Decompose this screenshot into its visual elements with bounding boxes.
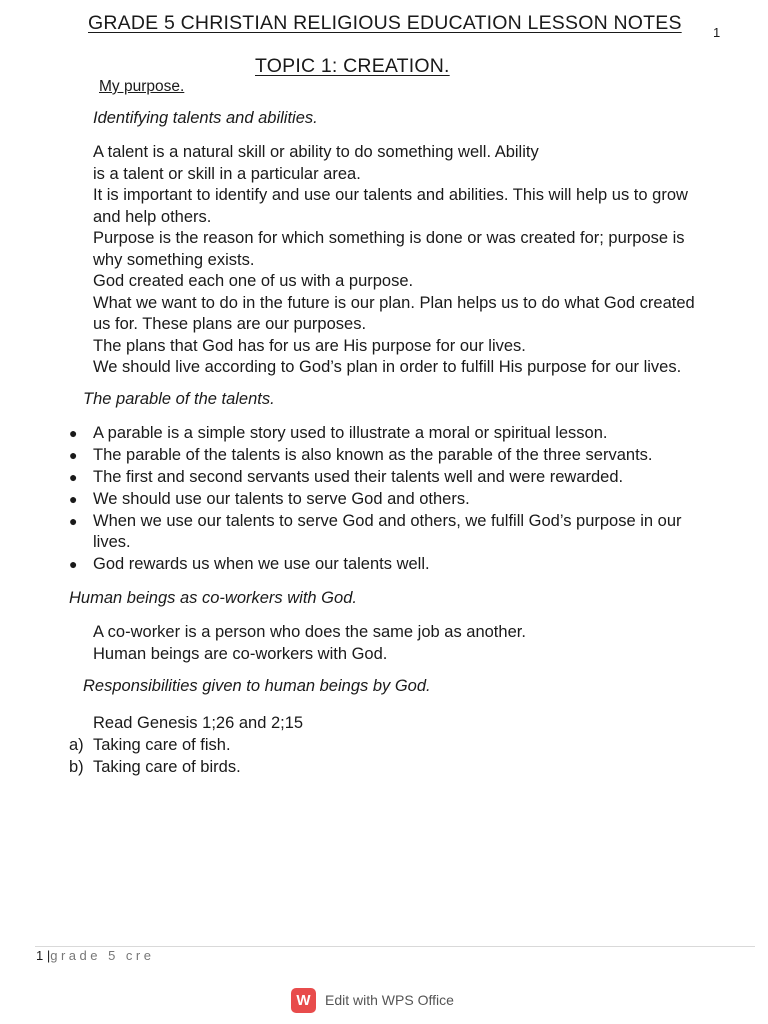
paragraph-line: why something exists. — [93, 250, 255, 269]
page-footer — [36, 948, 154, 963]
paragraph-line: and help others. — [93, 207, 212, 226]
page-number: 1 — [713, 25, 721, 40]
responsibility-item: Taking care of fish. — [93, 736, 231, 754]
footer-divider — [35, 946, 755, 947]
responsibility-item: Taking care of birds. — [93, 758, 241, 776]
bullet-icon: ● — [69, 447, 78, 463]
document-title: GRADE 5 CHRISTIAN RELIGIOUS EDUCATION LESSON NOTES — [88, 12, 682, 34]
bullet-icon: ● — [69, 556, 78, 572]
paragraph-line: God created each one of us with a purpose. — [93, 272, 414, 290]
list-item-text: When we use our talents to serve God and others, we fulfill God’s purpose in our — [93, 512, 682, 530]
wps-watermark[interactable] — [291, 987, 454, 1013]
list-item-text: The parable of the talents is also known as the parable of the three servants. — [93, 446, 653, 464]
paragraph-line: A co-worker is a person who does the same job as another. — [93, 623, 526, 641]
wps-office-icon: W — [291, 988, 316, 1013]
paragraph-line: It is important to identify and use our talents and abilities. This will help us to grow — [93, 186, 688, 204]
list-marker: b) — [69, 758, 84, 776]
bullet-icon: ● — [69, 491, 78, 507]
section-heading-parable: The parable of the talents. — [83, 390, 275, 408]
section-subtitle: My purpose. — [99, 78, 185, 95]
paragraph-line: Purpose is the reason for which something is done or was created for; purpose is — [93, 229, 685, 247]
footer-page-number: 1 | — [36, 948, 51, 963]
bullet-icon: ● — [69, 425, 78, 441]
paragraph-line: is a talent or skill in a particular area. — [93, 164, 361, 183]
paragraph-line: us for. These plans are our purposes. — [93, 315, 367, 333]
genesis-reference: Read Genesis 1;26 and 2;15 — [93, 714, 304, 732]
list-item-text-continued: lives. — [93, 533, 131, 551]
paragraph-line: The plans that God has for us are His purpose for our lives. — [93, 336, 526, 355]
paragraph-line: A talent is a natural skill or ability to do something well. Ability — [93, 143, 539, 161]
topic-title: TOPIC 1: CREATION. — [255, 55, 450, 77]
paragraph-line: Human beings are co-workers with God. — [93, 644, 388, 663]
wps-watermark-text: Edit with WPS Office — [325, 992, 454, 1008]
bullet-icon: ● — [69, 513, 78, 529]
talents-paragraph — [93, 142, 713, 379]
section-heading-coworkers: Human beings as co-workers with God. — [69, 589, 357, 607]
bullet-icon: ● — [69, 469, 78, 485]
section-heading-talents: Identifying talents and abilities. — [93, 109, 318, 127]
coworkers-paragraph — [93, 622, 713, 665]
paragraph-line: We should live according to God’s plan in order to fulfill His purpose for our lives. — [93, 358, 682, 376]
section-heading-responsibilities: Responsibilities given to human beings by God. — [83, 677, 431, 695]
list-marker: a) — [69, 736, 84, 754]
list-item-text: God rewards us when we use our talents well. — [93, 555, 430, 573]
list-item-text: A parable is a simple story used to illustrate a moral or spiritual lesson. — [93, 424, 608, 442]
footer-label: grade 5 cre — [50, 948, 155, 963]
list-item-text: The first and second servants used their talents well and were rewarded. — [93, 468, 624, 486]
paragraph-line: What we want to do in the future is our plan. Plan helps us to do what God created — [93, 293, 695, 312]
list-item-text: We should use our talents to serve God and others. — [93, 490, 470, 508]
